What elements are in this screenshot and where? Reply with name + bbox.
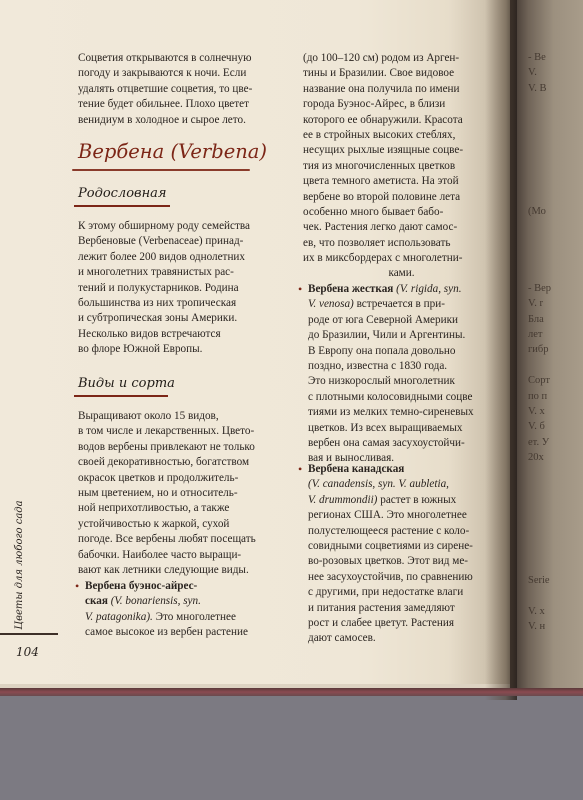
species-text-line: рост и слабее цветут. Растения	[308, 616, 454, 629]
body-line: название она получила по имени	[303, 82, 460, 95]
varieties-line: Выращивают около 15 видов,	[78, 410, 219, 422]
body-line: чек. Растения легко дают самос-	[303, 221, 458, 234]
species-text: растет в южных	[377, 493, 457, 506]
intro-line: венидиум в холодное и сырое лето.	[78, 113, 246, 126]
adjacent-page-fragment: V. x	[528, 405, 545, 417]
bullet-item-bonariensis	[85, 579, 285, 641]
adjacent-page-fragment: гибр	[528, 344, 549, 356]
body-line: вербене во второй половине лета	[303, 190, 461, 203]
species-text-line: нее засухоустойчив, по сравнению	[308, 570, 473, 583]
adjacent-page-fragment	[528, 142, 583, 157]
adjacent-page-fragment: 20х	[528, 452, 544, 464]
body-line: их в миксбордерах с многолетни-	[303, 252, 463, 265]
adjacent-page-fragment	[528, 543, 583, 558]
species-text-line: до Бразилии, Чили и Аргентины.	[308, 329, 466, 342]
adjacent-page-fragment: V. В	[528, 82, 547, 94]
varieties-heading: Виды и сорта	[78, 376, 175, 391]
bullet-item-canadensis	[308, 462, 503, 647]
species-text-line: вая и выносливая.	[308, 452, 395, 465]
adjacent-page-fragment	[528, 512, 583, 527]
adjacent-page-fragment: V.	[528, 67, 537, 79]
adjacent-page-fragment	[528, 127, 583, 142]
adjacent-page-fragment: - Вер	[528, 282, 552, 294]
adjacent-page-fragment: - Ве	[528, 52, 546, 63]
bullet-marker: •	[298, 462, 303, 476]
adjacent-page-fragment	[528, 96, 583, 111]
species-latin: (V. canadensis, syn. V. aubletia,	[308, 478, 449, 491]
body-line: города Буэнос-Айрес, в близи	[303, 98, 446, 111]
pedigree-line: во флоре Южной Европы.	[78, 343, 203, 356]
intro-line: погоду и закрываются к ночи. Если	[78, 67, 247, 80]
body-line: (до 100–120 см) родом из Арген-	[303, 52, 460, 64]
varieties-paragraph	[78, 409, 283, 578]
varieties-line: в том числе и лекарственных. Цвето-	[78, 425, 255, 438]
title-underline	[72, 169, 250, 171]
species-name: Вербена жесткая	[308, 283, 394, 295]
varieties-underline	[74, 395, 168, 397]
pedigree-line: Вербеновые (Verbenaceae) принад-	[78, 235, 244, 248]
pedigree-line: тений и полукустарников. Родина	[78, 281, 239, 294]
species-name-cont: ская	[85, 595, 108, 608]
species-text-line: и питания растения замедляют	[308, 601, 455, 614]
running-title-rule	[0, 633, 58, 635]
species-text-line: с плотными колосовидными соцве	[308, 390, 473, 403]
adjacent-page-fragment: (Мо	[528, 205, 546, 217]
species-text-line: В Европу она попала довольно	[308, 344, 456, 357]
bullet-marker: •	[75, 579, 80, 593]
pedigree-line: лежит более 200 видов однолетних	[78, 250, 246, 263]
varieties-line: окрасок цветков и продолжитель-	[78, 471, 239, 484]
varieties-line: бабочки. Наиболее часто выращи-	[78, 548, 242, 561]
adjacent-page-fragment	[528, 219, 583, 234]
intro-line: тение будет обильнее. Плохо цветет	[78, 98, 250, 111]
adjacent-page-fragment	[528, 173, 583, 188]
adjacent-page-fragment	[528, 558, 583, 573]
body-line: цвета темного аметиста. На этой	[303, 175, 459, 188]
body-line: тия из многочисленных цветков	[303, 159, 456, 172]
species-text-line: тиями из мелких темно-сиреневых	[308, 406, 474, 419]
adjacent-page-fragment: Сорт	[528, 375, 550, 387]
adjacent-page-fragment	[528, 158, 583, 173]
pedigree-line: Несколько видов встречаются	[78, 327, 221, 340]
pedigree-line: и субтропическая зоны Америки.	[78, 312, 238, 325]
species-name: Вербена буэнос-айрес-	[85, 580, 198, 592]
species-text-line: совидными соцветиями из сирене-	[308, 539, 473, 552]
body-line: тины и Бразилии. Свое видовое	[303, 67, 455, 80]
species-text-line: дают самосев.	[308, 632, 376, 645]
species-latin: (V. rigida, syn.	[396, 283, 462, 295]
varieties-line: ной неприхотливостью, а также	[78, 502, 230, 515]
book-cover-edge	[0, 688, 583, 696]
adjacent-page-fragment	[528, 235, 583, 250]
adjacent-page-fragment: V. н	[528, 621, 546, 633]
pedigree-line: и многолетних травянистых рас-	[78, 266, 234, 279]
species-text-line: поздно, известна с 1830 года.	[308, 359, 448, 372]
section-title: Вербена (Verbena)	[78, 140, 268, 163]
varieties-line: ным цветением, но и относитель-	[78, 486, 238, 499]
body-line: особенно много бывает бабо-	[303, 205, 444, 218]
species-latin-cont: V. patagonika).	[85, 610, 153, 623]
adjacent-page-text	[528, 50, 583, 635]
adjacent-page-fragment: V. x	[528, 606, 545, 618]
pedigree-underline	[74, 205, 170, 207]
body-line: которого ее обнаружили. Красота	[303, 113, 463, 126]
species-latin: (V. bonariensis, syn.	[110, 595, 201, 608]
adjacent-page-fragment: V. б	[528, 421, 545, 433]
page-number: 104	[16, 645, 39, 659]
running-title: Цветы для любого сада	[14, 500, 25, 630]
adjacent-page-fragment	[528, 527, 583, 542]
species-text-line: роде от юга Северной Америки	[308, 313, 458, 326]
species-text: встречается в при-	[353, 298, 445, 311]
varieties-line: водов вербены привлекают не только	[78, 440, 255, 453]
species-text-line: вербен она самая засухоустойчи-	[308, 436, 465, 449]
species-latin-cont: V. venosa)	[308, 298, 354, 311]
left-column	[78, 51, 278, 128]
varieties-line: вают как летники следующие виды.	[78, 563, 249, 576]
species-text-line: во-розовых цветков. Этот вид ме-	[308, 555, 469, 568]
pedigree-paragraph	[78, 219, 283, 358]
species-text-line: с другими, при недостатке влаги	[308, 586, 464, 599]
species-text-line: полустелющееся растение с коло-	[308, 524, 470, 537]
intro-line: Соцветия открываются в солнечную	[78, 52, 252, 64]
adjacent-page-fragment: V. r	[528, 298, 543, 310]
adjacent-page-fragment	[528, 466, 583, 481]
species-text: Это многолетнее	[152, 610, 236, 623]
body-line: ев, что позволяет использовать	[303, 236, 451, 249]
adjacent-page-fragment: Бла	[528, 313, 544, 325]
adjacent-page-fragment	[528, 496, 583, 511]
right-column	[303, 51, 500, 282]
body-line: несущих рыхлые изящные соцве-	[303, 144, 464, 157]
adjacent-page-fragment	[528, 250, 583, 265]
species-latin-cont: V. drummondii)	[308, 493, 378, 506]
bullet-item-rigida	[308, 282, 503, 467]
pedigree-line: большинства из них тропическая	[78, 296, 237, 309]
adjacent-page-fragment: лет	[528, 329, 543, 341]
intro-line: удалять отцветшие соцветия, то цве-	[78, 82, 253, 95]
species-text-line: регионах США. Это многолетнее	[308, 509, 467, 522]
adjacent-page-fragment	[528, 112, 583, 127]
adjacent-page-fragment	[528, 481, 583, 496]
adjacent-page-fragment	[528, 358, 583, 373]
adjacent-page-fragment	[528, 189, 583, 204]
pedigree-heading: Родословная	[78, 186, 167, 201]
varieties-line: своей декоративностью, богатством	[78, 456, 250, 469]
pedigree-line: К этому обширному роду семейства	[78, 220, 250, 232]
species-name: Вербена канадская	[308, 463, 405, 475]
body-line: ками.	[388, 267, 415, 280]
varieties-line: устойчивостью к жаркой, сухой	[78, 517, 230, 530]
species-text-line: самое высокое из вербен растение	[85, 626, 248, 639]
adjacent-page-fragment: Serie	[528, 575, 550, 587]
varieties-line: погоде. Все вербены любят посещать	[78, 533, 256, 546]
adjacent-page-fragment	[528, 265, 583, 280]
adjacent-page-fragment: ет. У	[528, 436, 550, 448]
bullet-marker: •	[298, 282, 303, 296]
species-text-line: цветков. Из всех выращиваемых	[308, 421, 463, 434]
body-line: ее в стройных высоких стеблях,	[303, 128, 456, 141]
species-text-line: Это низкорослый многолетник	[308, 375, 455, 388]
adjacent-page-fragment	[528, 589, 583, 604]
adjacent-page-fragment: по п	[528, 390, 548, 402]
